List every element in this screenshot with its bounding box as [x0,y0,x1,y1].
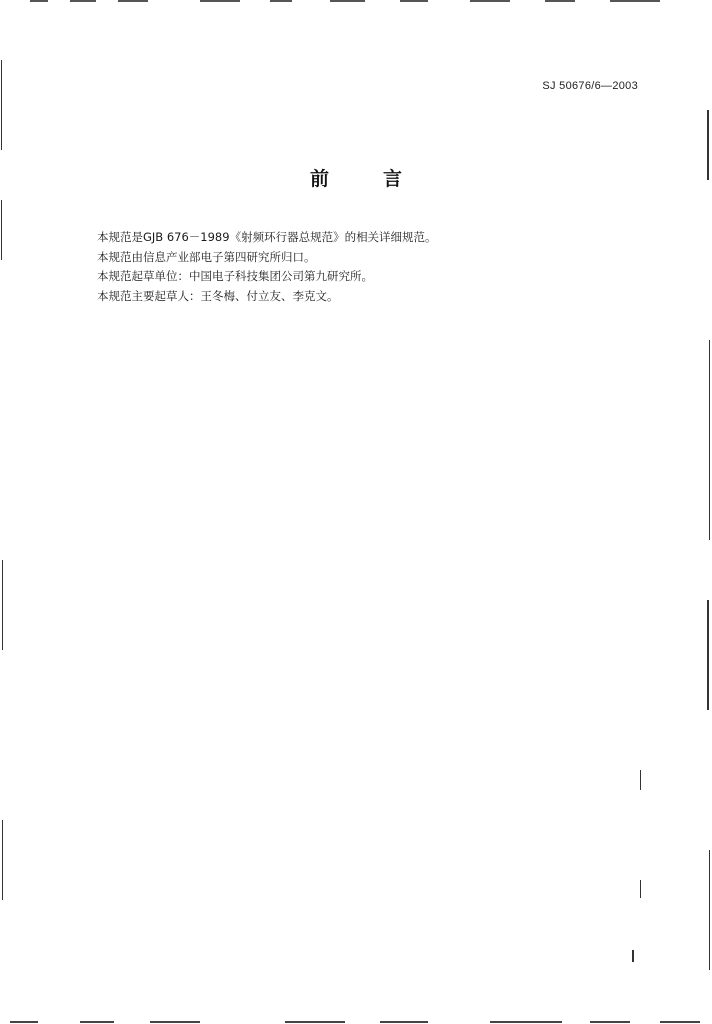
scan-artifact [590,1021,630,1023]
preface-paragraph: 本规范起草单位：中国电子科技集团公司第九研究所。 [97,269,373,283]
scan-artifact [2,820,3,900]
scan-artifact [610,0,660,2]
scan-artifact [70,0,96,2]
page-title [0,164,712,191]
scan-artifact [150,1021,200,1023]
preface-paragraph: 本规范主要起草人：王冬梅、付立友、李克文。 [97,288,339,303]
document-code: SJ 50676/6—2003 [542,80,638,92]
scan-artifact [270,0,292,2]
scan-artifact [632,950,634,962]
scan-artifact [709,340,710,540]
scan-artifact [118,0,148,2]
scan-artifact [640,770,641,790]
scan-artifact [709,850,710,970]
scan-artifact [200,0,240,2]
title-char-2: 言 [383,168,403,190]
scan-artifact [1,60,2,150]
scan-artifact [470,0,510,2]
title-char-1: 前 [309,168,329,190]
scan-artifact [10,1021,38,1023]
preface-body [97,228,617,306]
scan-artifact [707,600,709,710]
scan-artifact [640,880,641,898]
scan-artifact [380,1021,428,1023]
scan-artifact [80,1021,114,1023]
scan-artifact [400,0,428,2]
scan-artifact [30,0,48,2]
scan-artifact [490,1021,562,1023]
scan-artifact [330,0,365,2]
scan-artifact [1,200,2,260]
preface-paragraph: 本规范是GJB 676－1989《射频环行器总规范》的相关详细规范。 [97,230,437,244]
preface-paragraph: 本规范由信息产业部电子第四研究所归口。 [97,249,316,264]
scan-artifact [285,1021,345,1023]
scan-artifact [660,1021,700,1023]
scan-artifact [545,0,575,2]
scan-artifact [2,560,3,650]
